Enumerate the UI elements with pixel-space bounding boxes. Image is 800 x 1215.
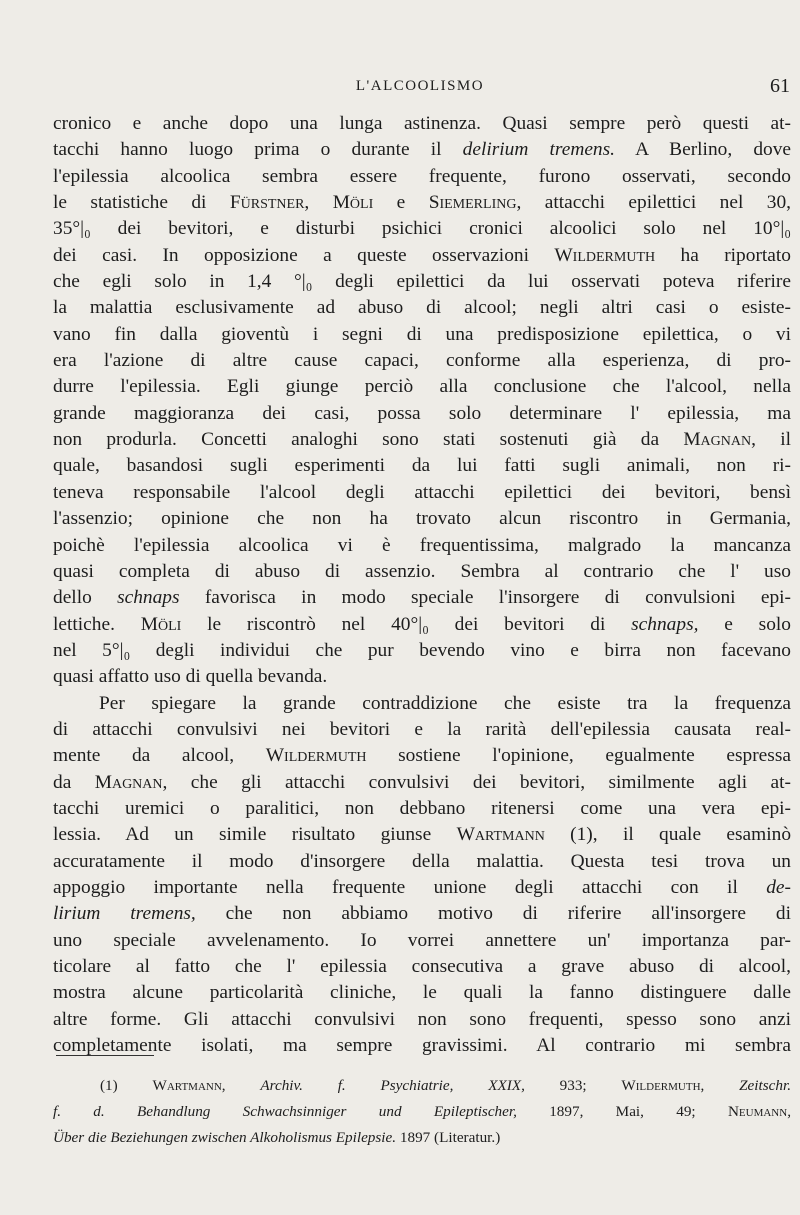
text-line: le statistiche di Fürstner, Möli e Siemerling, attacchi epilettici nel 30,	[53, 192, 791, 214]
text-line: dei casi. In opposizione a queste osservazioni Wildermuth ha riportato	[53, 244, 791, 266]
footnote-line: Über die Beziehungen zwischen Alkoholismus Epilepsie. 1897 (Literatur.)	[53, 1129, 501, 1146]
text-line: lettiche. Möli le riscontrò nel 40°|₀ dei bevitori di schnaps, e solo	[53, 613, 791, 635]
text-line: tacchi uremici o paralitici, non debbano ritenersi come una vera epi-	[53, 797, 791, 819]
author-name: Fürstner	[229, 192, 305, 214]
text-line: cronico e anche dopo una lunga astinenza. Quasi sempre però questi at-	[53, 113, 791, 134]
italic-term: de-	[766, 876, 791, 898]
text-line: era l'azione di altre cause capaci, conforme alla esperienza, di pro-	[53, 350, 791, 372]
text-line: lessia. Ad un simile risultato giunse Wartmann (1), il quale esaminò	[53, 824, 792, 846]
text-line: teneva responsabile l'alcool degli attacchi epilettici dei bevitori, bensì	[53, 481, 791, 503]
page-header	[50, 75, 790, 104]
text-line: uno speciale avvelenamento. Io vorrei annettere un' importanza par-	[53, 929, 791, 951]
footnotes	[53, 1073, 791, 1151]
author-name: Siemerling	[428, 192, 517, 214]
text-line: lirium tremens, che non abbiamo motivo di riferire all'insorgere di	[53, 903, 791, 925]
text-line: l'epilessia alcoolica sembra essere frequente, furono osservati, secondo	[53, 165, 791, 187]
author-name: Wartmann	[456, 824, 545, 846]
text-line: vano fin dalla gioventù i segni di una predisposizione epilettica, o vi	[53, 323, 791, 345]
text-line: accuratamente il modo d'insorgere della malattia. Questa tesi trova un	[53, 850, 791, 872]
text-line: mostra alcune particolarità cliniche, le quali la fanno distinguere dalle	[53, 982, 791, 1004]
author-name: Möli	[140, 613, 182, 635]
text-line: grande maggioranza dei casi, possa solo determinare l' epilessia, ma	[53, 402, 791, 424]
citation-title: Zeitschr.	[739, 1077, 791, 1094]
italic-term: schnaps	[117, 587, 180, 609]
page-number: 61	[770, 75, 790, 97]
text-line: quasi completa di abuso di assenzio. Sembra al contrario che l' uso	[53, 560, 791, 582]
text-line: appoggio importante nella frequente unione degli attacchi con il de-	[53, 876, 791, 898]
text-line: di attacchi convulsivi nei bevitori e la rarità dell'epilessia causata real-	[53, 718, 791, 740]
text-line: quale, basandosi sugli esperimenti da lui fatti sugli animali, non ri-	[53, 455, 791, 477]
author-name: Wildermuth	[621, 1077, 701, 1094]
italic-term: schnaps,	[631, 613, 699, 635]
text-line: mente da alcool, Wildermuth sostiene l'opinione, egualmente espressa	[53, 745, 791, 767]
footnote-divider	[56, 1055, 154, 1056]
citation-title: Über die Beziehungen zwischen Alkoholismus Epilepsie.	[53, 1129, 397, 1146]
text-line: non produrla. Concetti analoghi sono stati sostenuti già da Magnan, il	[53, 429, 791, 451]
text-line: da Magnan, che gli attacchi convulsivi dei bevitori, similmente agli at-	[53, 771, 791, 793]
text-line: l'assenzio; opinione che non ha trovato alcun riscontro in Germania,	[53, 508, 791, 530]
author-name: Neumann	[727, 1103, 788, 1120]
author-name: Möli	[332, 192, 374, 214]
text-line: durre l'epilessia. Egli giunge perciò alla conclusione che l'alcool, nella	[53, 376, 791, 398]
author-name: Wildermuth	[554, 244, 656, 266]
author-name: Wartmann	[152, 1077, 222, 1094]
footnote-line: f. d. Behandlung Schwachsinniger und Epileptischer, 1897, Mai, 49; Neumann,	[53, 1103, 791, 1120]
text-line: completamente isolati, ma sempre gravissimi. Al contrario mi sembra	[53, 1035, 791, 1057]
text-line: ticolare al fatto che l' epilessia consecutiva a grave abuso di alcool,	[53, 956, 791, 977]
citation-title: f. d. Behandlung Schwachsinniger und Epileptischer,	[53, 1103, 517, 1120]
author-name: Magnan	[94, 771, 163, 793]
text-line: nel 5°|₀ degli individui che pur bevendo vino e birra non facevano	[53, 639, 791, 661]
footnote-line: (1) Wartmann, Archiv. f. Psychiatrie, XXIX, 933; Wildermuth, Zeitschr.	[100, 1077, 791, 1094]
text-line: quasi affatto uso di quella bevanda.	[53, 666, 328, 688]
running-title: L'ALCOOLISMO	[355, 78, 485, 94]
author-name: Magnan	[683, 429, 752, 451]
text-line: la malattia esclusivamente ad abuso di alcool; negli altri casi o esiste-	[53, 297, 791, 319]
text-line: tacchi hanno luogo prima o durante il delirium tremens. A Berlino, dove	[53, 139, 792, 161]
text-line: 35°|₀ dei bevitori, e disturbi psichici cronici alcoolici solo nel 10°|₀	[53, 218, 791, 240]
text-line: dello schnaps favorisca in modo speciale l'insorgere di convulsioni epi-	[53, 587, 791, 609]
citation-title: Archiv. f. Psychiatrie, XXIX,	[260, 1077, 525, 1094]
italic-term: lirium tremens,	[53, 903, 196, 925]
text-line: che egli solo in 1,4 °|₀ degli epilettici da lui osservati poteva riferire	[53, 271, 791, 293]
text-line: Per spiegare la grande contraddizione che esiste tra la frequenza	[99, 692, 791, 714]
text-line: poichè l'epilessia alcoolica vi è frequentissima, malgrado la mancanza	[53, 534, 791, 556]
body-text	[53, 111, 791, 1059]
text-line: altre forme. Gli attacchi convulsivi non sono frequenti, spesso sono anzi	[53, 1008, 791, 1030]
italic-term: delirium tremens.	[462, 139, 616, 161]
author-name: Wildermuth	[265, 745, 367, 767]
